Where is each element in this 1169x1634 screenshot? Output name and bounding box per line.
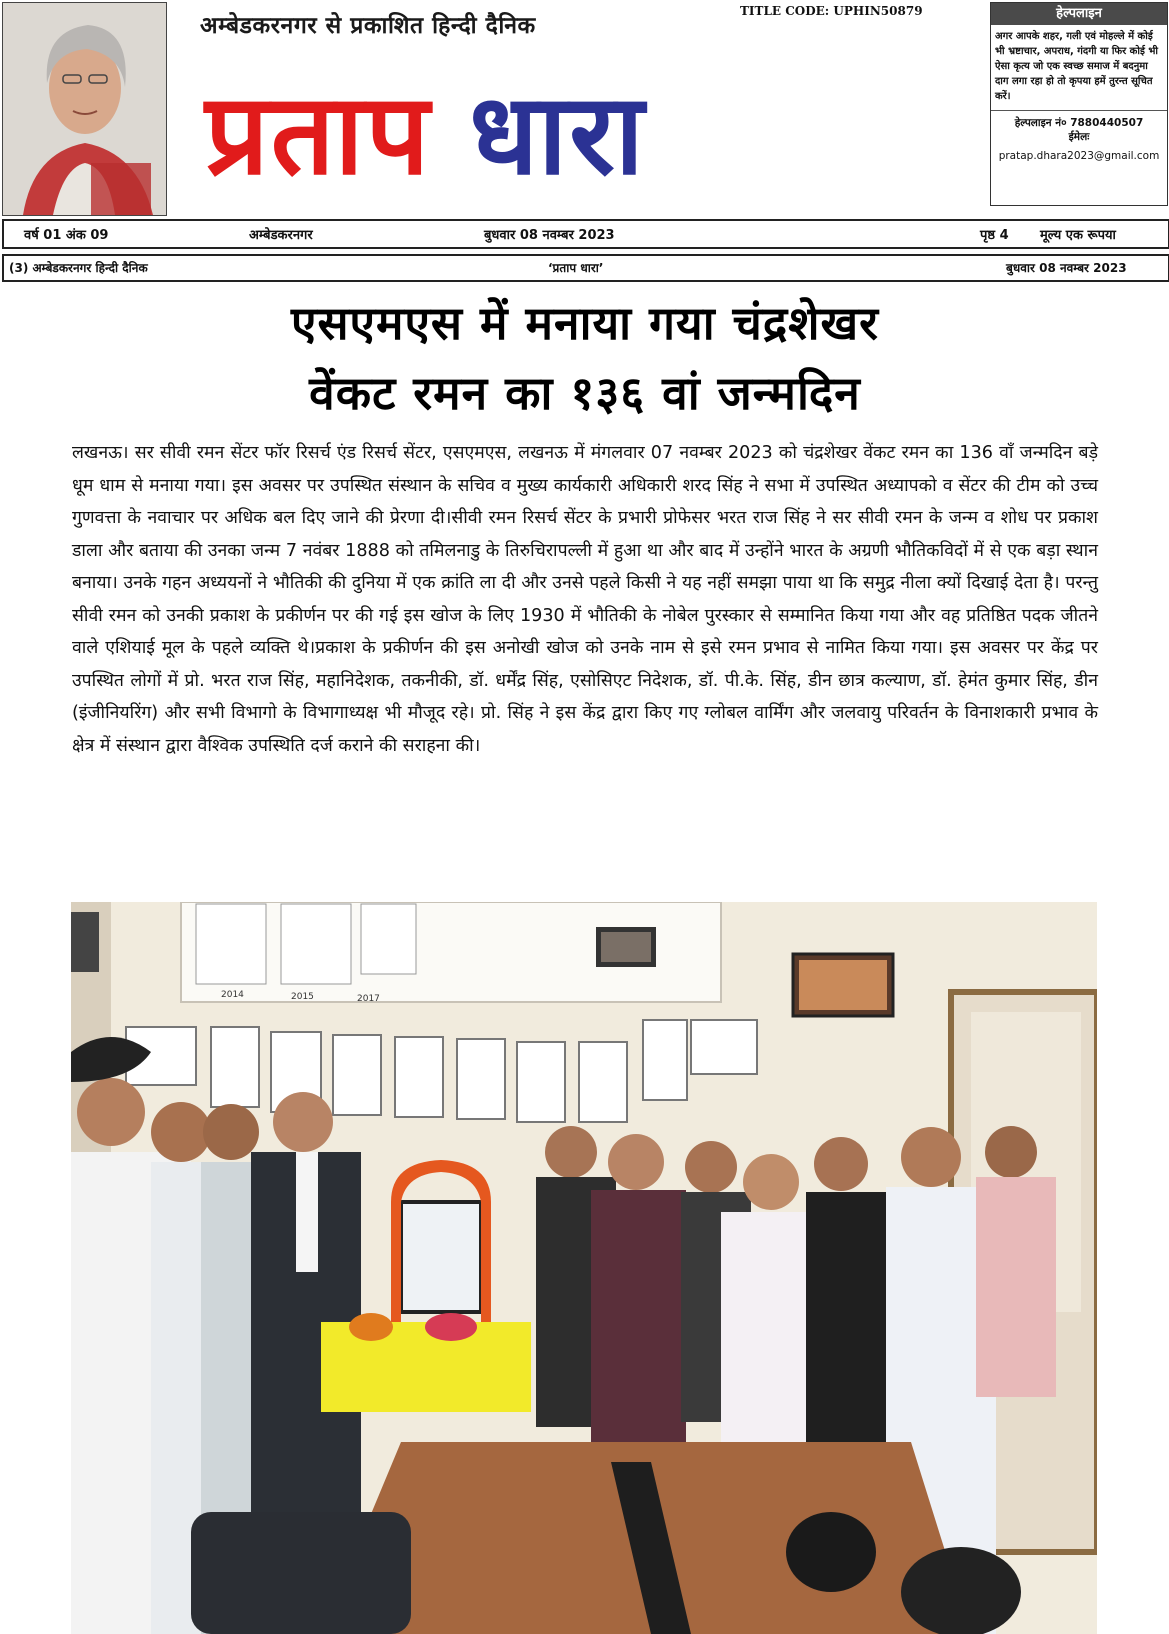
page-number: पृष्ठ 4 bbox=[980, 228, 1009, 243]
page-header-bar bbox=[2, 254, 1169, 282]
helpline-heading: हेल्पलाइन bbox=[991, 3, 1167, 25]
portrait-photo bbox=[2, 2, 167, 216]
certificate-year-1: 2014 bbox=[221, 990, 244, 1000]
logo-word-dhara: धारा bbox=[469, 70, 646, 200]
helpline-number: हेल्पलाइन नं० 7880440507 bbox=[1014, 117, 1144, 129]
helpline-box bbox=[990, 2, 1168, 206]
page-bar-right: बुधवार 08 नवम्बर 2023 bbox=[1006, 261, 1127, 275]
helpline-email-label: ईमेलः bbox=[1068, 131, 1090, 143]
helpline-email: pratap.dhara2023@gmail.com bbox=[998, 150, 1160, 162]
title-code: TITLE CODE: UPHIN50879 bbox=[740, 4, 923, 18]
edition-city: अम्बेडकरनगर bbox=[249, 228, 313, 243]
certificate-year-2: 2015 bbox=[291, 992, 314, 1002]
issue-info-bar bbox=[2, 219, 1169, 249]
price: मूल्य एक रूपया bbox=[1040, 228, 1116, 243]
article-body: लखनऊ। सर सीवी रमन सेंटर फॉर रिसर्च एंड रिसर्च सेंटर, एसएमएस, लखनऊ में मंगलवार 07 नवम्बर 2023 को चंद्रशेखर वेंकट रमन का 136 वाँ जन्मदिन बड़े धूम धाम से मनाया गया। इस अवसर पर उपस्थित संस्थान के सचिव व मुख्य कार्यकारी अधिकारी शरद सिंह ने सभा में उपस्थित अध्यापको व सेंटर की टीम को उच्च गुणवत्ता के नवाचार पर अधिक बल दिए जाने की प्रेरणा दी।सीवी रमन रिसर्च सेंटर के प्रभारी प्रोफेसर भरत राज सिंह ने सर सीवी रमन के जन्म व शोध पर प्रकाश डाला और बताया की उनका जन्म 7 नवंबर 1888 को तमिलनाडु के तिरुचिरापल्ली में हुआ था और बाद में उन्होंने भारत के अग्रणी भौतिकविदों में से एक बड़ा स्थान बनाया। उनके गहन अध्ययनों ने भौतिकी की दुनिया में एक क्रांति ला दी और उनसे पहले किसी ने यह नहीं समझा पाया था कि समुद्र नीला क्यों दिखाई देता है। परन्तु सीवी रमन को उनकी प्रकाश के प्रकीर्णन पर की गई इस खोज के लिए 1930 में भौतिकी के नोबेल पुरस्कार से सम्मानित किया गया और वह प्रतिष्ठित पदक जीतने वाले एशियाई मूल के पहले व्यक्ति थे।प्रकाश के प्रकीर्णन की इस अनोखी खोज को उनके नाम से इसे रमन प्रभाव से नामित किया गया। इस अवसर पर केंद्र पर उपस्थित लोगों में प्रो. भरत राज सिंह, महानिदेशक, तकनीकी, डॉ. धर्मेंद्र सिंह, एसोसिएट निदेशक, डॉ. पी.के. सिंह, डीन छात्र कल्याण, डॉ. हेमंत कुमार सिंह, डीन (इंजीनियरिंग) और सभी विभागो के विभागाध्यक्ष भी मौजूद रहे। प्रो. सिंह ने इस केंद्र द्वारा किए गए ग्लोबल वार्मिंग और जलवायु परिवर्तन के विनाशकारी प्रभाव के क्षेत्र में संस्थान द्वारा वैश्विक उपस्थिति दर्ज कराने की सराहना की। bbox=[72, 443, 1098, 756]
event-photo bbox=[71, 902, 1097, 1634]
article-headline bbox=[60, 288, 1110, 428]
headline-line-1: एसएमएस में मनाया गया चंद्रशेखर bbox=[291, 296, 879, 350]
page-bar-left: (3) अम्बेडकरनगर हिन्दी दैनिक bbox=[9, 261, 148, 275]
helpline-divider bbox=[991, 110, 1167, 111]
issue-number: वर्ष 01 अंक 09 bbox=[24, 228, 109, 243]
masthead-subtitle: अम्बेडकरनगर से प्रकाशित हिन्दी दैनिक bbox=[200, 13, 536, 39]
helpline-text: अगर आपके शहर, गली एवं मोहल्ले में कोई भी भ्रष्टाचार, अपराध, गंदगी या फिर कोई भी ऐसा कृत्य जो एक स्वच्छ समाज में बदनुमा दाग लगा रहा हो तो कृपया हमें तुरन्त सूचित करें। bbox=[995, 31, 1158, 102]
newspaper-logo bbox=[205, 70, 965, 200]
logo-word-pratap: प्रताप bbox=[205, 70, 432, 200]
page-bar-center: ‘प्रताप धारा’ bbox=[548, 261, 604, 275]
headline-line-2: वेंकट रमन का १३६ वां जन्मदिन bbox=[309, 366, 861, 420]
issue-date: बुधवार 08 नवम्बर 2023 bbox=[484, 228, 615, 243]
certificate-year-3: 2017 bbox=[357, 994, 380, 1004]
